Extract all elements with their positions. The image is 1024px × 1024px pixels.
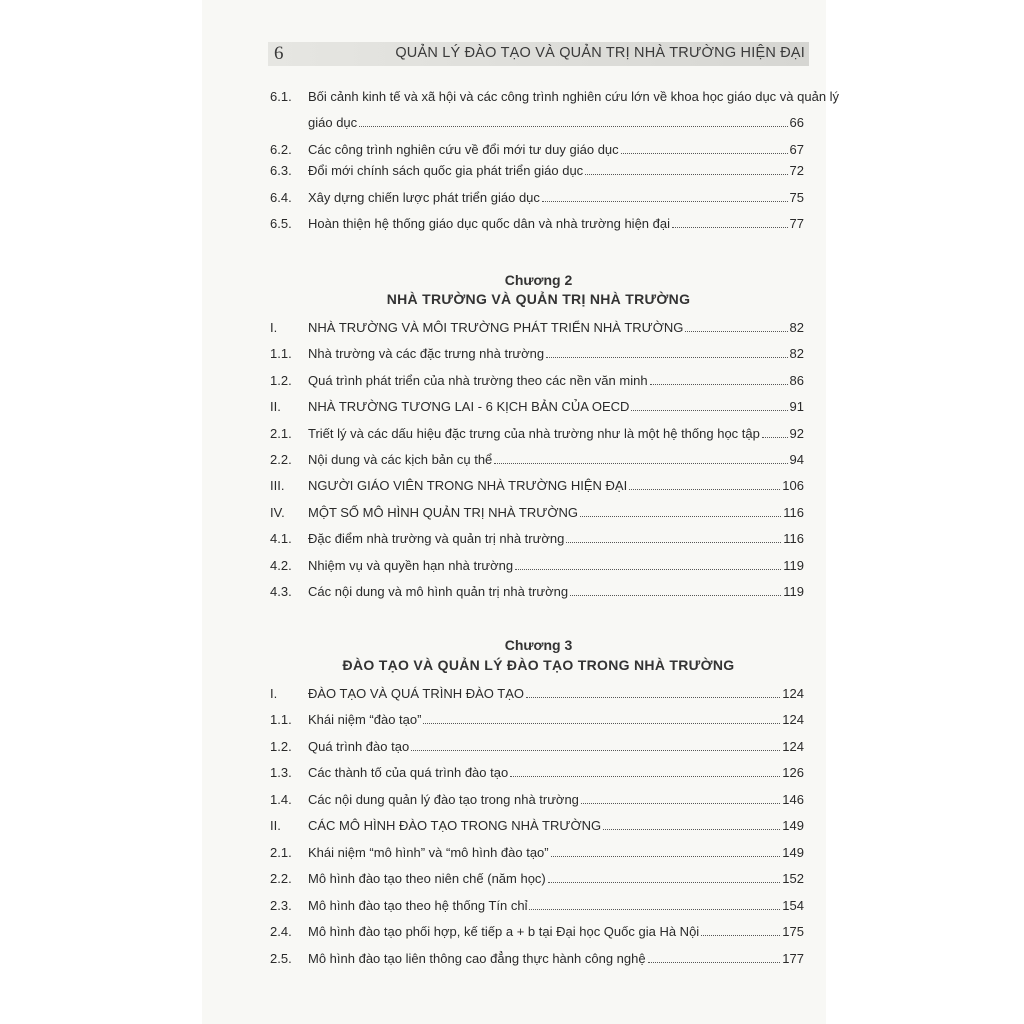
dot-leader	[529, 895, 780, 910]
toc-title: Các thành tố của quá trình đào tạo	[308, 765, 509, 780]
toc-entry	[270, 789, 804, 811]
toc-number: 1.3.	[270, 765, 292, 780]
toc-title: NGƯỜI GIÁO VIÊN TRONG NHÀ TRƯỜNG HIỆN ĐẠI	[308, 478, 628, 493]
toc-title: Nội dung và các kịch bản cụ thể	[308, 452, 493, 467]
dot-leader	[570, 581, 781, 596]
toc-page: 116	[783, 505, 804, 520]
dot-leader	[603, 815, 780, 830]
toc-number: 1.2.	[270, 373, 292, 388]
toc-number: 1.1.	[270, 346, 292, 361]
toc-page: 92	[789, 426, 804, 441]
toc-number: 1.4.	[270, 792, 292, 807]
dot-leader	[411, 736, 780, 751]
toc-title: Nhà trường và các đặc trưng nhà trường	[308, 346, 545, 361]
toc-number: 4.2.	[270, 558, 292, 573]
dot-leader	[629, 475, 780, 490]
toc-entry	[270, 502, 804, 524]
toc-page: 94	[789, 452, 804, 467]
toc-page: 149	[782, 818, 804, 833]
running-title: QUẢN LÝ ĐÀO TẠO VÀ QUẢN TRỊ NHÀ TRƯỜNG HIỆN ĐẠI	[395, 45, 805, 61]
toc-number: 2.1.	[270, 426, 292, 441]
toc-title: Mô hình đào tạo theo niên chế (năm học)	[308, 871, 546, 886]
toc-number: IV.	[270, 505, 285, 520]
dot-leader	[585, 160, 787, 175]
toc-page: 119	[783, 584, 804, 599]
toc-title: NHÀ TRƯỜNG VÀ MÔI TRƯỜNG PHÁT TRIỂN NHÀ TRƯỜNG	[308, 320, 684, 335]
toc-title: Đổi mới chính sách quốc gia phát triển giáo dục	[308, 163, 584, 178]
toc-page: 152	[782, 871, 804, 886]
toc-page: 72	[789, 163, 804, 178]
dot-leader	[566, 528, 781, 543]
toc-number: 6.2.	[270, 142, 292, 157]
toc-title: Hoàn thiện hệ thống giáo dục quốc dân và nhà trường hiện đại	[308, 216, 670, 231]
toc-entry	[270, 842, 804, 864]
toc-title: Triết lý và các dấu hiệu đặc trưng của nhà trường như là một hệ thống học tập	[308, 426, 760, 441]
dot-leader	[359, 112, 787, 127]
toc-entry	[270, 475, 804, 497]
chapter-2-title: NHÀ TRƯỜNG VÀ QUẢN TRỊ NHÀ TRƯỜNG	[386, 291, 691, 307]
toc-title: ĐÀO TẠO VÀ QUÁ TRÌNH ĐÀO TẠO	[308, 686, 524, 701]
toc-page: 82	[789, 346, 804, 361]
toc-page: 175	[782, 924, 804, 939]
toc-entry	[270, 581, 804, 603]
toc-page: 82	[789, 320, 804, 335]
toc-title: Mô hình đào tạo liên thông cao đẳng thực hành công nghệ	[308, 951, 646, 966]
toc-page: 91	[789, 399, 804, 414]
toc-number: II.	[270, 818, 281, 833]
toc-title: Đặc điểm nhà trường và quản trị nhà trường	[308, 531, 565, 546]
toc-entry	[270, 86, 840, 134]
toc-title: MỘT SỐ MÔ HÌNH QUẢN TRỊ NHÀ TRƯỜNG	[308, 505, 578, 520]
toc-entry	[270, 213, 804, 235]
toc-number: 1.1.	[270, 712, 292, 727]
toc-title: Khái niệm “mô hình” và “mô hình đào tạo”	[308, 845, 549, 860]
toc-entry	[270, 317, 804, 339]
toc-number: 6.5.	[270, 216, 292, 231]
toc-page: 86	[789, 373, 804, 388]
toc-title: NHÀ TRƯỜNG TƯƠNG LAI - 6 KỊCH BẢN CỦA OECD	[308, 399, 630, 414]
toc-page: 119	[783, 558, 804, 573]
toc-entry	[270, 762, 804, 784]
toc-page: 124	[782, 739, 804, 754]
toc-entry	[270, 187, 804, 209]
dot-leader	[515, 555, 781, 570]
toc-entry	[270, 948, 804, 970]
toc-page: 154	[782, 898, 804, 913]
toc-entry	[270, 815, 804, 837]
toc-title: Nhiệm vụ và quyền hạn nhà trường	[308, 558, 514, 573]
toc-page: 77	[789, 216, 804, 231]
toc-entry	[270, 921, 804, 943]
toc-number: 1.2.	[270, 739, 292, 754]
toc-entry	[270, 709, 804, 731]
toc-number: 2.2.	[270, 871, 292, 886]
toc-title: Các công trình nghiên cứu về đổi mới tư duy giáo dục	[308, 142, 619, 157]
toc-page: 124	[782, 686, 804, 701]
toc-number: 2.5.	[270, 951, 292, 966]
toc-number: 2.4.	[270, 924, 292, 939]
toc-page: 67	[789, 142, 804, 157]
toc-title: Xây dựng chiến lược phát triển giáo dục	[308, 190, 540, 205]
toc-title: Mô hình đào tạo phối hợp, kế tiếp a + b tại Đại học Quốc gia Hà Nội	[308, 924, 700, 939]
toc-page: 106	[782, 478, 804, 493]
toc-title-line2: giáo dục	[308, 115, 358, 130]
dot-leader	[650, 370, 788, 385]
toc-number: 2.1.	[270, 845, 292, 860]
dot-leader	[685, 317, 787, 332]
page-header	[268, 42, 809, 66]
dot-leader	[672, 213, 788, 228]
toc-title: Các nội dung và mô hình quản trị nhà trường	[308, 584, 569, 599]
dot-leader	[526, 683, 780, 698]
toc-entry	[270, 370, 804, 392]
toc-title: Các nội dung quản lý đào tạo trong nhà trường	[308, 792, 579, 807]
toc-number: 4.3.	[270, 584, 292, 599]
toc-title: Quá trình phát triển của nhà trường theo các nền văn minh	[308, 373, 648, 388]
dot-leader	[546, 343, 787, 358]
chapter-2-label: Chương 2	[504, 272, 573, 288]
dot-leader	[548, 868, 781, 883]
toc-entry	[270, 528, 804, 550]
toc-number: 2.3.	[270, 898, 292, 913]
toc-page: 149	[782, 845, 804, 860]
toc-page: 126	[782, 765, 804, 780]
toc-entry	[270, 449, 804, 471]
toc-number: II.	[270, 399, 281, 414]
toc-page: 75	[789, 190, 804, 205]
toc-entry	[270, 423, 804, 445]
dot-leader	[542, 187, 788, 202]
toc-page: 177	[782, 951, 804, 966]
dot-leader	[631, 396, 787, 411]
toc-number: 6.1.	[270, 89, 292, 104]
page-number: 6	[274, 43, 284, 64]
chapter-3-label: Chương 3	[504, 637, 573, 653]
toc-number: I.	[270, 686, 278, 701]
toc-title: Quá trình đào tạo	[308, 739, 410, 754]
toc-number: III.	[270, 478, 285, 493]
toc-entry	[270, 736, 804, 758]
toc-number: I.	[270, 320, 278, 335]
toc-entry	[270, 139, 804, 161]
toc-number: 6.4.	[270, 190, 292, 205]
toc-number: 6.3.	[270, 163, 292, 178]
toc-entry	[270, 895, 804, 917]
dot-leader	[423, 709, 780, 724]
toc-title: Khái niệm “đào tạo”	[308, 712, 422, 727]
dot-leader	[762, 423, 788, 438]
dot-leader	[648, 948, 781, 963]
toc-entry	[270, 683, 804, 705]
toc-page: 66	[789, 115, 804, 130]
toc-entry	[270, 555, 804, 577]
toc-number: 2.2.	[270, 452, 292, 467]
toc-page: 116	[783, 531, 804, 546]
dot-leader	[580, 502, 781, 517]
dot-leader	[551, 842, 781, 857]
toc-entry	[270, 868, 804, 890]
dot-leader	[701, 921, 780, 936]
dot-leader	[581, 789, 780, 804]
toc-title-line1: Bối cảnh kinh tế và xã hội và các công trình nghiên cứu lớn về khoa học giáo dục và quản lý	[308, 89, 840, 104]
dot-leader	[494, 449, 787, 464]
toc-entry	[270, 343, 804, 365]
toc-page: 124	[782, 712, 804, 727]
toc-entry	[270, 396, 804, 418]
dot-leader	[621, 139, 788, 154]
toc-number: 4.1.	[270, 531, 292, 546]
toc-title: Mô hình đào tạo theo hệ thống Tín chỉ	[308, 898, 528, 913]
toc-title: CÁC MÔ HÌNH ĐÀO TẠO TRONG NHÀ TRƯỜNG	[308, 818, 602, 833]
dot-leader	[510, 762, 780, 777]
chapter-3-title: ĐÀO TẠO VÀ QUẢN LÝ ĐÀO TẠO TRONG NHÀ TRƯỜNG	[342, 657, 735, 673]
toc-entry	[270, 160, 804, 182]
toc-page: 146	[782, 792, 804, 807]
